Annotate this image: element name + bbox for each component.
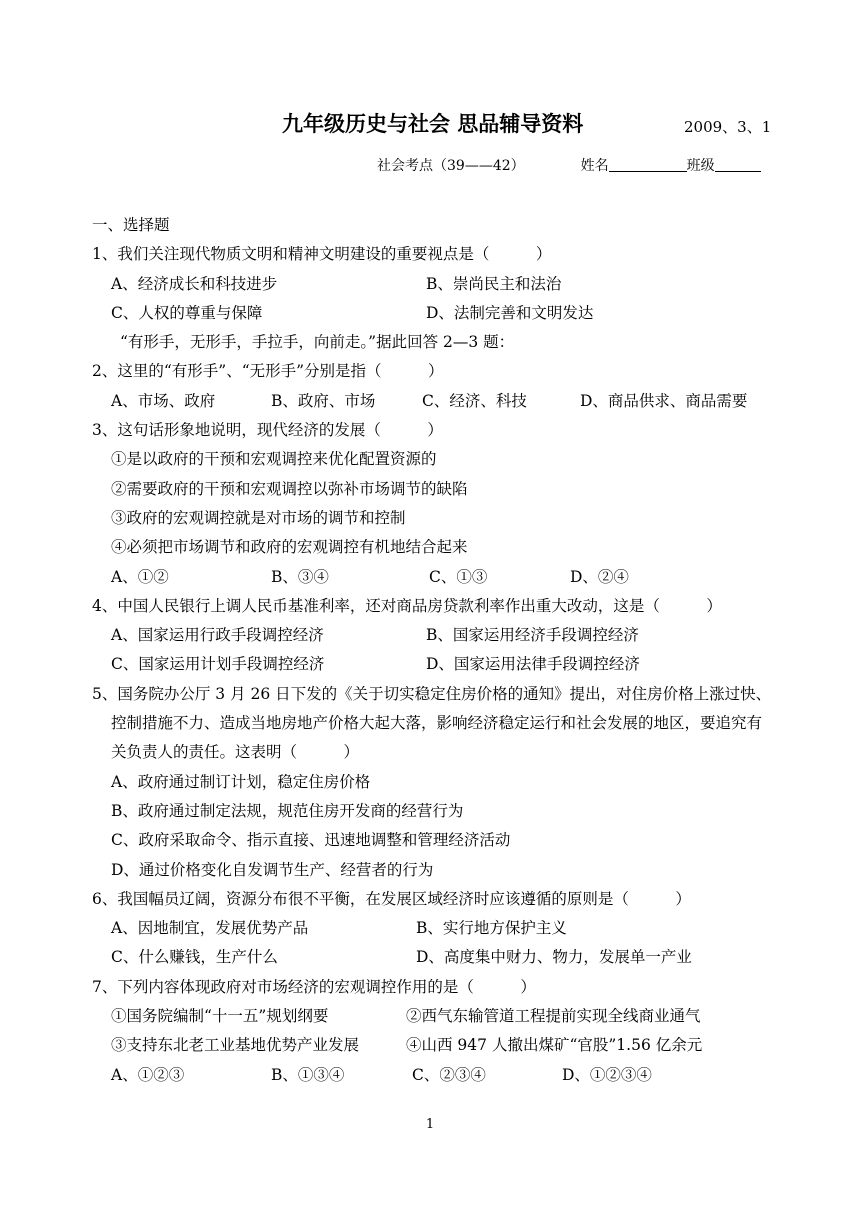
question-6-options-row-1 — [92, 914, 772, 943]
option-a: A、①② — [111, 567, 169, 586]
option-b: B、政府、市场 — [271, 391, 376, 410]
statement-4: ④山西 947 人撤出煤矿“官股”1.56 亿余元 — [406, 1036, 703, 1055]
question-5-option-b: B、政府通过制定法规，规范住房开发商的经营行为 — [111, 801, 464, 820]
option-a: A、因地制宜，发展优势产品 — [111, 919, 309, 938]
question-6-options-row-2 — [92, 943, 772, 972]
option-c: C、经济、科技 — [422, 391, 527, 410]
question-5-option-c: C、政府采取命令、指示直接、迅速地调整和管理经济活动 — [111, 831, 511, 850]
option-d: D、②④ — [570, 567, 629, 586]
option-d: D、国家运用法律手段调控经济 — [426, 655, 640, 674]
question-6-stem: 6、我国幅员辽阔，资源分布很不平衡，在发展区域经济时应该遵循的原则是（ ） — [92, 889, 691, 908]
option-d: D、商品供求、商品需要 — [580, 391, 748, 410]
question-3-statement-2: ②需要政府的干预和宏观调控以弥补市场调节的缺陷 — [111, 479, 468, 498]
name-label: 姓名 — [580, 158, 609, 174]
section-heading: 一、选择题 — [92, 216, 170, 234]
question-5-stem: 5、国务院办公厅 3 月 26 日下发的《关于切实稳定住房价格的通知》提出，对住房价格上涨过快、控制措施不力、造成当地房地产价格大起大落，影响经济稳定运行和社会发展的地区，要追究有关负责人的责任。这表明（ ） — [92, 684, 772, 762]
question-2-stem: 2、这里的“有形手”、“无形手”分别是指（ ） — [92, 362, 444, 381]
statement-3: ③支持东北老工业基地优势产业发展 — [111, 1036, 360, 1055]
page-number: 1 — [425, 1117, 435, 1132]
option-b: B、国家运用经济手段调控经济 — [426, 626, 639, 645]
question-list — [92, 211, 772, 1090]
question-5-option-a: A、政府通过制订计划，稳定住房价格 — [111, 772, 371, 791]
class-blank[interactable] — [715, 157, 761, 172]
question-4-options-row-2 — [92, 650, 772, 679]
statement-1: ①国务院编制“十一五”规划纲要 — [111, 1007, 329, 1026]
document-title: 九年级历史与社会 思品辅导资料 — [282, 111, 584, 136]
option-d: D、高度集中财力、物力，发展单一产业 — [416, 948, 692, 967]
option-a: A、市场、政府 — [111, 391, 216, 410]
option-c: C、国家运用计划手段调控经济 — [111, 655, 325, 674]
question-7-statements-row-2 — [92, 1031, 772, 1060]
option-b: B、崇尚民主和法治 — [426, 274, 562, 293]
question-4-stem: 4、中国人民银行上调人民币基准利率，还对商品房贷款利率作出重大改动，这是（ ） — [92, 596, 722, 615]
subheader — [377, 155, 761, 175]
question-1-stem: 1、我们关注现代物质文明和精神文明建设的重要视点是（ ） — [92, 245, 552, 264]
option-c: C、人权的尊重与保障 — [111, 303, 263, 322]
class-label: 班级 — [686, 158, 715, 174]
question-1-options-row-1 — [92, 270, 772, 299]
statement-2: ②西气东输管道工程提前实现全线商业通气 — [406, 1007, 701, 1026]
question-7-options — [92, 1061, 772, 1090]
option-d: D、法制完善和文明发达 — [426, 303, 594, 322]
question-3-stem: 3、这句话形象地说明，现代经济的发展（ ） — [92, 421, 443, 440]
option-a: A、①②③ — [111, 1065, 185, 1084]
option-c: C、什么赚钱，生产什么 — [111, 948, 278, 967]
option-d: D、①②③④ — [562, 1065, 652, 1084]
question-7-statements-row-1 — [92, 1002, 772, 1031]
question-3-statement-4: ④必须把市场调节和政府的宏观调控有机地结合起来 — [111, 538, 468, 557]
option-c: C、②③④ — [412, 1065, 486, 1084]
question-5-option-d: D、通过价格变化自发调节生产、经营者的行为 — [111, 860, 434, 879]
questions-2-3-intro: “有形手，无形手，手拉手，向前走。”据此回答 2—3 题： — [120, 333, 515, 352]
question-1-options-row-2 — [92, 299, 772, 328]
option-a: A、经济成长和科技进步 — [111, 274, 278, 293]
option-a: A、国家运用行政手段调控经济 — [111, 626, 324, 645]
option-b: B、实行地方保护主义 — [416, 919, 567, 938]
question-3-statement-3: ③政府的宏观调控就是对市场的调节和控制 — [111, 508, 406, 527]
question-4-options-row-1 — [92, 621, 772, 650]
topic-label: 社会考点（39——42） — [377, 158, 525, 174]
question-3-statement-1: ①是以政府的干预和宏观调控来优化配置资源的 — [111, 450, 437, 469]
name-blank[interactable] — [609, 157, 687, 172]
question-2-options — [92, 387, 772, 416]
option-b: B、③④ — [271, 567, 329, 586]
question-7-stem: 7、下列内容体现政府对市场经济的宏观调控作用的是（ ） — [92, 977, 536, 996]
option-b: B、①③④ — [271, 1065, 345, 1084]
option-c: C、①③ — [429, 567, 488, 586]
question-3-options — [92, 563, 772, 592]
document-date: 2009、3、1 — [684, 118, 772, 136]
